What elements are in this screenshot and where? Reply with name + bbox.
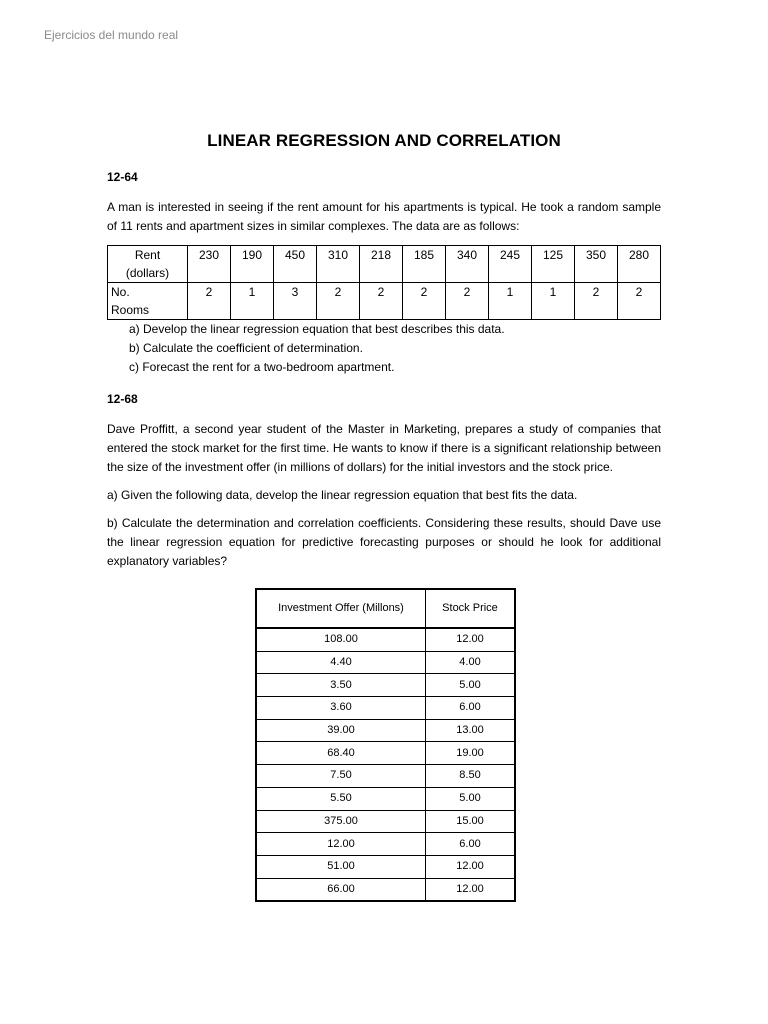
investment-cell: 7.50 [256,765,426,788]
rent-row-header [108,246,188,283]
rent-cell: 218 [360,246,403,283]
problem-number: 12-64 [107,170,138,184]
rent-cell: 125 [532,246,575,283]
stock-price-cell: 12.00 [426,878,516,901]
rooms-cell: 2 [575,283,618,320]
rent-cell: 340 [446,246,489,283]
table-row [256,628,515,651]
stock-price-cell: 5.00 [426,674,516,697]
rent-cell: 310 [317,246,360,283]
investment-table [255,588,516,902]
investment-cell: 375.00 [256,810,426,833]
stock-price-cell: 12.00 [426,628,516,651]
rooms-cell: 2 [403,283,446,320]
table-row [256,765,515,788]
table-row [256,674,515,697]
table-row [256,878,515,901]
document-body [107,168,661,902]
investment-cell: 68.40 [256,742,426,765]
rooms-label-line2: Rooms [111,303,150,317]
table-row [256,833,515,856]
rooms-cell: 1 [231,283,274,320]
rooms-cell: 2 [446,283,489,320]
rent-cell: 230 [188,246,231,283]
investment-table-header [256,589,515,628]
investment-cell: 108.00 [256,628,426,651]
page-header: Ejercicios del mundo real [44,28,179,42]
table-row [256,697,515,720]
rent-cell: 245 [489,246,532,283]
table-row [256,651,515,674]
stock-price-cell: 6.00 [426,697,516,720]
rooms-cell: 1 [489,283,532,320]
stock-price-cell: 19.00 [426,742,516,765]
question-b: b) Calculate the determination and correlation coefficients. Considering these results, should Dave use the linear regression equation for predictive forecasting purposes or should he look for additional explanatory variables? [107,516,661,568]
investment-cell: 3.60 [256,697,426,720]
stock-price-cell: 13.00 [426,719,516,742]
table-row [256,742,515,765]
stock-price-cell: 5.00 [426,787,516,810]
question-item: a) Develop the linear regression equation that best describes this data. [129,322,505,336]
stock-price-cell: 15.00 [426,810,516,833]
table-row [256,787,515,810]
rent-cell: 190 [231,246,274,283]
rooms-cell: 2 [188,283,231,320]
rent-row [108,246,661,283]
column-header-investment: Investment Offer (Millons) [256,589,426,628]
investment-cell: 3.50 [256,674,426,697]
investment-cell: 12.00 [256,833,426,856]
investment-cell: 66.00 [256,878,426,901]
rooms-row [108,283,661,320]
stock-price-cell: 8.50 [426,765,516,788]
question-item: b) Calculate the coefficient of determination. [129,341,363,355]
rent-cell: 350 [575,246,618,283]
rent-rooms-table [107,245,661,320]
problem-number: 12-68 [107,392,138,406]
stock-price-cell: 6.00 [426,833,516,856]
rent-label: Rent [134,248,161,262]
question-item: c) Forecast the rent for a two-bedroom apartment. [129,360,395,374]
table-row [256,855,515,878]
investment-cell: 5.50 [256,787,426,810]
rent-cell: 280 [618,246,661,283]
rent-cell: 450 [274,246,317,283]
rent-cell: 185 [403,246,446,283]
column-header-stock-price: Stock Price [426,589,516,628]
rooms-label: No. [111,285,130,299]
stock-price-cell: 12.00 [426,855,516,878]
problem-text: Dave Proffitt, a second year student of the Master in Marketing, prepares a study of companies that entered the stock market for the first time. He wants to know if there is a significant relationship between the size of the investment offer (in millions of dollars) for the initial investors and the stock price. [107,422,661,474]
rooms-cell: 1 [532,283,575,320]
rooms-row-header [108,283,188,320]
stock-price-cell: 4.00 [426,651,516,674]
investment-cell: 4.40 [256,651,426,674]
rent-unit-label: (dollars) [125,266,170,280]
question-a: a) Given the following data, develop the linear regression equation that best fits the data. [107,488,578,502]
rooms-cell: 2 [618,283,661,320]
table-row [256,810,515,833]
question-list [129,320,661,377]
investment-cell: 39.00 [256,719,426,742]
rooms-cell: 3 [274,283,317,320]
rooms-cell: 2 [317,283,360,320]
table-row [256,719,515,742]
page-title: LINEAR REGRESSION AND CORRELATION [207,131,561,150]
investment-cell: 51.00 [256,855,426,878]
problem-text: A man is interested in seeing if the rent amount for his apartments is typical. He took a random sample of 11 rents and apartment sizes in similar complexes. The data are as follows: [107,200,661,233]
rooms-cell: 2 [360,283,403,320]
